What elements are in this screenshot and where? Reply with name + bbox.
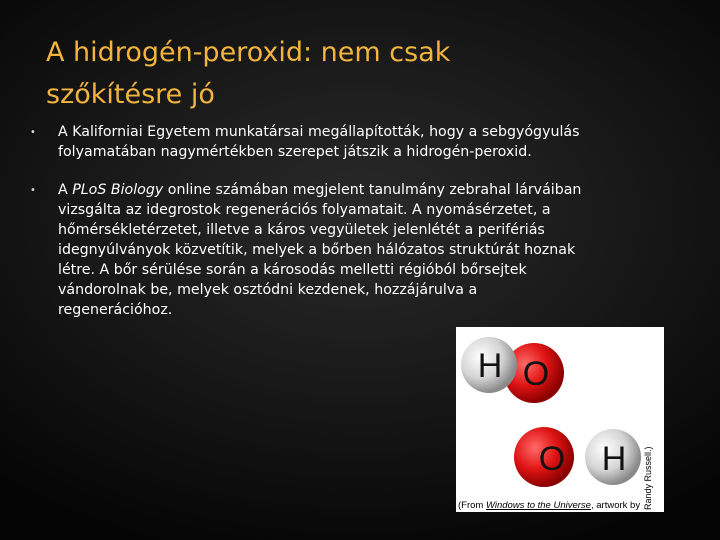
molecule-svg <box>456 327 664 512</box>
atom-label-h2: H <box>601 440 627 478</box>
caption-source-link: Windows to the Universe <box>485 500 591 511</box>
bullet-marker: • <box>30 185 36 196</box>
molecule-figure <box>456 327 664 512</box>
bullet-2-line-6: vándorolnak be, melyek osztódni kezdenek, hozzájárulva a <box>58 282 478 298</box>
title-line-2: szőkítésre jó <box>46 79 215 110</box>
bullet-2-line-3: hőmérsékletérzetet, illetve a káros vegyületek jelenlétét a perifériás <box>58 222 545 238</box>
title-line-1: A hidrogén-peroxid: nem csak <box>46 37 451 68</box>
slide-title <box>46 32 646 116</box>
bullet-1-line-2: folyamatában nagymértékben szerepet játszik a hidrogén-peroxid. <box>58 144 532 160</box>
bullet-1-line-1: A Kaliforniai Egyetem munkatársai megállapították, hogy a sebgyógyulás <box>58 124 580 140</box>
atom-label-o1: O <box>522 355 550 393</box>
bullet-marker: • <box>30 127 36 138</box>
bullet-2-line-1 <box>58 180 680 200</box>
bullet-item-1 <box>30 122 680 162</box>
journal-name: PLoS Biology <box>72 182 164 198</box>
bullet-2-line-2: vizsgálta az idegrostok regenerációs folyamatait. A nyomásérzetet, a <box>58 202 551 218</box>
atom-label-o2: O <box>538 440 566 478</box>
bullet-item-2 <box>30 180 680 320</box>
atom-label-h1: H <box>477 347 503 385</box>
figure-caption <box>458 500 658 511</box>
figure-credit: Randy Russell.) <box>643 446 653 510</box>
bullet-2-post: online számában megjelent tanulmány zebrahal lárváiban <box>163 182 582 198</box>
bullet-list <box>30 122 680 338</box>
bullet-2-line-7: regenerációhoz. <box>58 302 173 318</box>
bullet-2-line-4: idegnyúlványok közvetítik, melyek a bőrben hálózatos struktúrát hoznak <box>58 242 576 258</box>
caption-pre: (From <box>458 500 486 511</box>
caption-post: , artwork by <box>590 500 641 511</box>
bullet-2-pre: A <box>58 182 73 198</box>
bullet-2-line-5: létre. A bőr sérülése során a károsodás melletti régióból bőrsejtek <box>58 262 527 278</box>
